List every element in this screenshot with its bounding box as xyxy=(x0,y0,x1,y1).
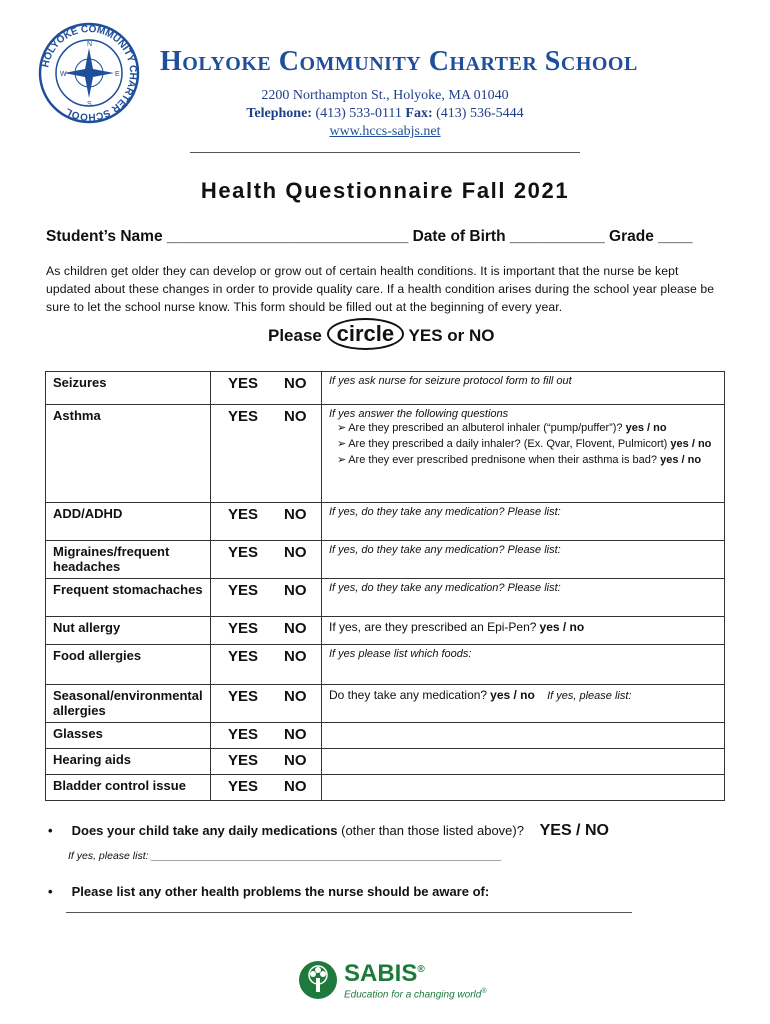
yes-no-cell[interactable] xyxy=(211,749,322,775)
no-option[interactable]: NO xyxy=(284,506,307,523)
bullet-icon: • xyxy=(48,823,53,838)
daily-meds-yes-no[interactable]: YES / NO xyxy=(539,822,609,839)
other-problems-question xyxy=(48,884,489,899)
svg-text:HOLYOKE COMMUNITY CHARTER SCHO: HOLYOKE COMMUNITY CHARTER SCHOOL xyxy=(40,23,139,123)
no-option[interactable]: NO xyxy=(284,408,307,425)
yes-no-cell[interactable] xyxy=(211,372,322,405)
school-seal-logo xyxy=(38,22,140,124)
svg-text:E: E xyxy=(115,71,120,78)
svg-text:S: S xyxy=(87,101,92,108)
sabis-logo xyxy=(298,960,487,1005)
daily-medications-question xyxy=(48,822,609,840)
no-option[interactable]: NO xyxy=(284,778,307,795)
yes-option[interactable]: YES xyxy=(228,688,259,705)
table-row xyxy=(46,579,725,617)
yes-no-cell[interactable] xyxy=(211,775,322,801)
please-text: Please xyxy=(268,326,322,345)
table-row xyxy=(46,645,725,685)
asthma-questions xyxy=(329,420,717,468)
svg-text:W: W xyxy=(60,71,67,78)
table-row xyxy=(46,503,725,541)
condition-label: Bladder control issue xyxy=(46,775,211,801)
condition-note: If yes, do they take any medication? Please list: xyxy=(322,541,725,579)
yes-no-cell[interactable] xyxy=(211,645,322,685)
table-row xyxy=(46,405,725,503)
table-row xyxy=(46,541,725,579)
bullet-icon: • xyxy=(48,884,53,899)
condition-label: Glasses xyxy=(46,723,211,749)
intro-paragraph: As children get older they can develop or grow out of certain health conditions. It is important that the nurse be kept updated about these changes in order to provide quality care. If a health condition arises during the school year please be sure to let the school nurse know. This form should be filled out at the beginning of every year. xyxy=(46,264,715,314)
other-problems-field[interactable] xyxy=(66,912,632,913)
condition-label: Food allergies xyxy=(46,645,211,685)
condition-note xyxy=(322,405,725,503)
dob-label: Date of Birth xyxy=(412,228,506,245)
yes-no-cell[interactable] xyxy=(211,541,322,579)
yes-option[interactable]: YES xyxy=(228,648,259,665)
table-row xyxy=(46,685,725,723)
no-option[interactable]: NO xyxy=(284,375,307,392)
yes-or-no-text: YES or NO xyxy=(408,326,495,345)
yes-option[interactable]: YES xyxy=(228,620,259,637)
condition-note xyxy=(322,723,725,749)
condition-note: If yes please list which foods: xyxy=(322,645,725,685)
table-row xyxy=(46,749,725,775)
yes-option[interactable]: YES xyxy=(228,375,259,392)
school-name: Holyoke Community Charter School xyxy=(160,46,638,77)
svg-text:N: N xyxy=(87,41,93,48)
asthma-intro: If yes answer the following questions xyxy=(329,408,509,420)
yes-no-cell[interactable] xyxy=(211,723,322,749)
form-title: Health Questionnaire Fall 2021 xyxy=(200,178,570,203)
no-option[interactable]: NO xyxy=(284,620,307,637)
condition-label: ADD/ADHD xyxy=(46,503,211,541)
no-option[interactable]: NO xyxy=(284,544,307,561)
student-info-line xyxy=(46,228,693,246)
yes-no-cell[interactable] xyxy=(211,503,322,541)
table-row xyxy=(46,775,725,801)
yes-no-cell[interactable] xyxy=(211,405,322,503)
fax-number: (413) 536-5444 xyxy=(436,106,524,121)
condition-note: If yes, do they take any medication? Please list: xyxy=(322,503,725,541)
dob-field[interactable]: ___________ xyxy=(509,228,605,245)
student-name-field[interactable]: ____________________________ xyxy=(166,228,409,245)
condition-label: Hearing aids xyxy=(46,749,211,775)
student-name-label: Student’s Name xyxy=(46,228,163,245)
table-row xyxy=(46,372,725,405)
no-option[interactable]: NO xyxy=(284,752,307,769)
condition-note: If yes ask nurse for seizure protocol form to fill out xyxy=(322,372,725,405)
sabis-tagline: Education for a changing world® xyxy=(344,988,487,1001)
school-address: 2200 Northampton St., Holyoke, MA 01040 xyxy=(261,88,509,103)
yes-option[interactable]: YES xyxy=(228,408,259,425)
no-option[interactable]: NO xyxy=(284,688,307,705)
daily-meds-normal: (other than those listed above)? xyxy=(341,823,524,838)
sabis-tree-icon xyxy=(298,960,338,1000)
no-option[interactable]: NO xyxy=(284,582,307,599)
yes-option[interactable]: YES xyxy=(228,726,259,743)
yes-no-cell[interactable] xyxy=(211,579,322,617)
condition-label: Migraines/frequent headaches xyxy=(46,541,211,579)
yes-option[interactable]: YES xyxy=(228,582,259,599)
condition-label: Nut allergy xyxy=(46,617,211,645)
yes-option[interactable]: YES xyxy=(228,778,259,795)
telephone-label: Telephone: xyxy=(246,106,312,121)
telephone-number: (413) 533-0111 xyxy=(315,106,402,121)
fax-label: Fax: xyxy=(405,106,433,121)
no-option[interactable]: NO xyxy=(284,648,307,665)
yes-option[interactable]: YES xyxy=(228,544,259,561)
grade-field[interactable]: ____ xyxy=(658,228,693,245)
other-problems-text: Please list any other health problems the nurse should be aware of: xyxy=(71,884,490,899)
health-conditions-table xyxy=(45,371,725,801)
list-item: ➢ Are they ever prescribed prednisone when their asthma is bad? yes / no xyxy=(337,452,717,468)
yes-no-cell[interactable] xyxy=(211,685,322,723)
condition-label: Seizures xyxy=(46,372,211,405)
condition-label: Frequent stomachaches xyxy=(46,579,211,617)
website-link[interactable]: www.hccs-sabjs.net xyxy=(329,124,441,139)
list-item: ➢ Are they prescribed an albuterol inhaler (“pump/puffer”)? yes / no xyxy=(337,420,717,436)
table-row xyxy=(46,617,725,645)
condition-note xyxy=(322,775,725,801)
condition-label: Seasonal/environmental allergies xyxy=(46,685,211,723)
table-row xyxy=(46,723,725,749)
condition-note: If yes, do they take any medication? Please list: xyxy=(322,579,725,617)
condition-note xyxy=(322,749,725,775)
circle-instruction xyxy=(268,318,495,350)
yes-option[interactable]: YES xyxy=(228,506,259,523)
yes-option[interactable]: YES xyxy=(228,752,259,769)
yes-no-cell[interactable] xyxy=(211,617,322,645)
condition-note: If yes, are they prescribed an Epi-Pen? yes / no xyxy=(322,617,725,645)
school-phone-line xyxy=(190,106,580,122)
no-option[interactable]: NO xyxy=(284,726,307,743)
daily-meds-list-field[interactable]: If yes, please list: ____________________________________________________________ xyxy=(68,850,502,862)
header-divider xyxy=(190,152,580,153)
website-line xyxy=(190,124,580,140)
sabis-name: SABIS® xyxy=(344,960,425,987)
condition-label: Asthma xyxy=(46,405,211,503)
circle-word: circle xyxy=(327,318,405,350)
list-item: ➢ Are they prescribed a daily inhaler? (Ex. Qvar, Flovent, Pulmicort) yes / no xyxy=(337,436,717,452)
daily-meds-bold: Does your child take any daily medications xyxy=(71,823,338,838)
condition-note: Do they take any medication? yes / no If yes, please list: xyxy=(322,685,725,723)
grade-label: Grade xyxy=(609,228,654,245)
